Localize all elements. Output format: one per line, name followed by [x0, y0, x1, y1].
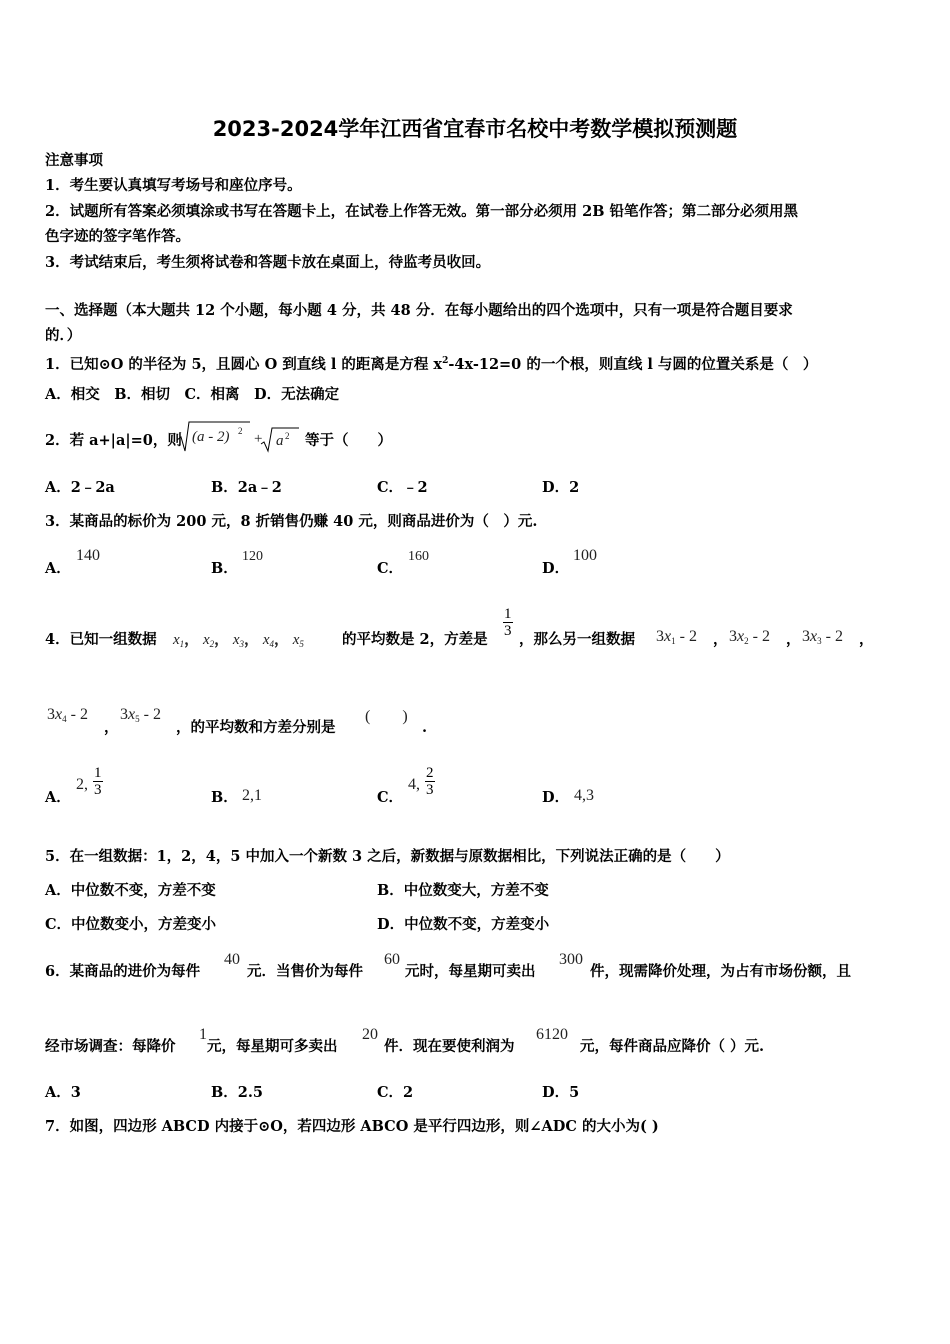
question-6-value-20: 20 [362, 1026, 378, 1043]
question-4-period: . [422, 719, 428, 736]
question-2-option-b: B．2a﹣2 [211, 479, 282, 496]
question-6-value-40: 40 [224, 951, 240, 968]
question-4-stem-mean: 的平均数是 2，方差是 [342, 631, 488, 648]
question-3-label-a: A． [45, 560, 71, 577]
question-3-label-c: C． [377, 560, 404, 577]
question-5-option-c: C．中位数变小，方差变小 [45, 916, 217, 933]
question-6-text-5: 经市场调查：每降价 [45, 1038, 176, 1055]
question-4-option-c-frac: $\frac{2}{3}$ [426, 765, 434, 798]
question-4-label-a: A． [45, 789, 71, 806]
question-4-new-data-5: $3x_5 - 2$ [120, 706, 161, 724]
question-2-stem-start: 2．若 a+|a|=0，则 [45, 432, 182, 449]
question-6-text-1: 6．某商品的进价为每件 [45, 963, 201, 980]
question-2-stem-end: 等于（ ） [305, 432, 392, 449]
section-heading: 一、选择题（本大题共 12 个小题，每小题 4 分，共 48 分．在每小题给出的四个选项中，只有一项是符合题目要求 [45, 302, 793, 319]
question-6-text-4: 件，现需降价处理，为占有市场份额，且 [590, 963, 851, 980]
question-4-sep-4: ， [104, 719, 119, 736]
page-title: 2023-2024学年江西省宜春市名校中考数学模拟预测题 [212, 117, 738, 141]
question-4-data-list: $x_1$， $x_2$， $x_3$， $x_4$， $x_5$ [173, 630, 304, 649]
question-1-stem: 1．已知⊙O 的半径为 5，且圆心 O 到直线 l 的距离是方程 $x^2-4x-12=0$ 的一个根，则直线 l 与圆的位置关系是（ ） [45, 356, 818, 373]
question-6-option-a: A．3 [45, 1084, 81, 1101]
section-heading-cont: 的．） [45, 327, 82, 344]
question-4-new-data-3: $3x_3 - 2$ [802, 628, 843, 646]
question-3-stem: 3．某商品的标价为 200 元，8 折销售仍赚 40 元，则商品进价为（ ）元. [45, 513, 538, 530]
question-6-option-d: D．5 [542, 1084, 580, 1101]
question-6-text-8: 元，每件商品应降价（ ）元. [580, 1038, 765, 1055]
question-4-new-data-4: $3x_4 - 2$ [47, 706, 88, 724]
question-1-options: A．相交 B．相切 C．相离 D．无法确定 [45, 386, 340, 403]
question-5-option-b: B．中位数变大，方差不变 [377, 882, 549, 899]
question-3-value-d: 100 [573, 547, 597, 564]
question-6-value-300: 300 [559, 951, 583, 968]
question-6-value-60: 60 [384, 951, 400, 968]
question-4-label-d: D． [542, 789, 570, 806]
question-6-value-1: 1 [199, 1026, 207, 1043]
question-4-new-data-2: $3x_2 - 2$ [729, 628, 770, 646]
question-5-option-d: D．中位数不变，方差变小 [377, 916, 550, 933]
question-2-option-c: C．﹣2 [377, 479, 428, 496]
notice-heading: 注意事项 [45, 152, 103, 169]
question-5-option-a: A．中位数不变，方差不变 [45, 882, 216, 899]
question-6-option-b: B．2.5 [211, 1084, 263, 1101]
notice-item-2-cont: 色字迹的签字笔作答。 [45, 228, 190, 245]
question-6-value-6120: 6120 [536, 1026, 568, 1043]
question-4-stem-other: ，那么另一组数据 [519, 631, 635, 648]
question-7-stem: 7．如图，四边形 ABCD 内接于⊙O，若四边形 ABCO 是平行四边形，则∠ADC 的大小为( ) [45, 1118, 659, 1135]
question-4-stem-end: ，的平均数和方差分别是 [176, 719, 336, 736]
question-4-label-b: B． [211, 789, 238, 806]
question-4-option-d: 4,3 [574, 787, 594, 804]
question-3-label-d: D． [542, 560, 570, 577]
question-4-stem-start: 4．已知一组数据 [45, 631, 157, 648]
notice-item-1: 1．考生要认真填写考场号和座位序号。 [45, 177, 302, 194]
question-6-text-3: 元时，每星期可卖出 [405, 963, 536, 980]
question-2-option-a: A．2﹣2a [45, 479, 115, 496]
question-4-label-c: C． [377, 789, 404, 806]
question-4-sep-2: ， [786, 631, 801, 648]
question-3-value-b: 120 [242, 549, 263, 564]
question-4-option-c-pre: 4, [408, 776, 420, 793]
question-4-option-a-pre: 2, [76, 776, 88, 793]
question-4-variance: $\frac{1}{3}$ [504, 606, 512, 639]
question-4-sep-3: ， [859, 631, 874, 648]
question-6-text-6: 元，每星期可多卖出 [207, 1038, 338, 1055]
notice-item-2: 2．试题所有答案必须填涂或书写在答题卡上，在试卷上作答无效。第一部分必须用 2B 铅笔作答；第二部分必须用黑 [45, 203, 799, 220]
question-4-new-data-1: $3x_1 - 2$ [656, 628, 697, 646]
question-3-value-a: 140 [76, 547, 100, 564]
question-3-label-b: B． [211, 560, 238, 577]
question-4-option-a-frac: $\frac{1}{3}$ [94, 765, 102, 798]
question-4-option-b: 2,1 [242, 787, 262, 804]
question-2-expression: (a - 2) 2 + a 2 [176, 420, 301, 454]
question-6-text-2: 元．当售价为每件 [247, 963, 363, 980]
question-6-text-7: 件．现在要使利润为 [384, 1038, 515, 1055]
question-3-value-c: 160 [408, 549, 429, 564]
notice-item-3: 3．考试结束后，考生须将试卷和答题卡放在桌面上，待监考员收回。 [45, 254, 491, 271]
question-5-stem: 5．在一组数据：1，2，4，5 中加入一个新数 3 之后，新数据与原数据相比，下列说法正确的是（ ） [45, 848, 730, 865]
question-6-option-c: C．2 [377, 1084, 414, 1101]
question-2-option-d: D．2 [542, 479, 580, 496]
question-4-paren: ( ) [365, 708, 408, 725]
question-4-sep-1: ， [713, 631, 728, 648]
